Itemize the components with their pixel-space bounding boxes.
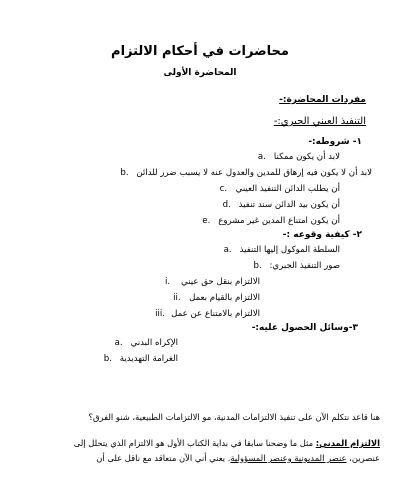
list-item-text: الالتزام بالامتناع عن عمل (171, 309, 260, 319)
how-heading: ٢- كيفية وقوعه :- (282, 230, 362, 240)
list-item-mark: b. (253, 261, 262, 271)
list-item (220, 184, 340, 194)
list-item-mark: b. (120, 168, 129, 178)
list-item-text: الالتزام بنقل حق عيني (181, 277, 260, 287)
list-item-text: صور التنفيذ الجبري: (269, 261, 340, 271)
civil-obligation-line2-post: . يعني أني الآن متعاقد مع ناقل على أن (96, 453, 231, 463)
list-item-mark: e. (202, 216, 211, 226)
list-item-mark: d. (222, 200, 231, 210)
list-item-mark: c. (219, 184, 228, 194)
list-item-text: السلطة الموكول إليها التنفيذ (239, 245, 340, 255)
topic-heading: التنفيذ العيني الجبري:- (273, 116, 366, 127)
list-item-mark: a. (223, 245, 232, 255)
list-item-text: لابد أن لا يكون فيه إرهاق للمدين والعدول عنه لا يسبب ضرر للدائن (136, 168, 372, 178)
list-item (115, 338, 178, 348)
civil-obligation-elements: عنصر المديونية وعنصر المسؤولية (230, 453, 347, 463)
list-item-mark: iii. (155, 309, 166, 319)
list-item (202, 216, 340, 226)
list-item-text: الغرامة التهديدية (119, 354, 178, 364)
list-item-mark: a. (257, 152, 266, 162)
list-item-text: أن يكون امتناع المدين غير مشروع (218, 216, 340, 226)
civil-obligation-line2-pre: عنصرين، (349, 453, 380, 463)
list-item (224, 245, 340, 255)
list-item-mark: b. (103, 354, 112, 364)
list-item-text: الإكراه البدني (130, 338, 178, 348)
list-item (253, 261, 340, 271)
civil-obligation-line1: مثل ما وضحنا سابقا في بداية الكتاب الأول هو الالتزام الذي يتحلل إلى (73, 438, 314, 448)
conditions-heading: ١- شروطه:- (308, 137, 362, 147)
list-item (104, 354, 178, 364)
list-item (120, 168, 372, 178)
sub-list-item (165, 277, 260, 287)
sub-list-item (173, 293, 260, 303)
lecture-number: المحاضرة الأولى (163, 68, 237, 78)
list-item-text: لابد أن يكون ممكنا (273, 152, 340, 162)
list-item-text: أن يكون بيد الدائن سند تنفيذ (238, 200, 340, 210)
list-item (258, 152, 340, 162)
document-title: محاضرات في أحكام الالتزام (111, 44, 289, 59)
means-heading: ٣-وسائل الحصول عليه:- (251, 323, 358, 333)
list-item-mark: a. (114, 338, 123, 348)
list-item-mark: ii. (173, 293, 181, 303)
sub-list-item (155, 309, 260, 319)
section-heading: مفردات المحاضرة:- (279, 95, 366, 105)
list-item-mark: i. (165, 277, 171, 287)
list-item-text: الالتزام بالقيام بعمل (189, 293, 260, 303)
list-item (223, 200, 340, 210)
civil-obligation-label: الالتزام المدني: (315, 438, 380, 448)
list-item-text: أن يطلب الدائن التنفيذ العيني (235, 184, 340, 194)
intro-paragraph: هنا قاعد نتكلم الآن على تنفيذ الالتزامات المدنية، مو الالتزامات الطبيعية، شنو الفرق؟ (88, 412, 380, 422)
civil-obligation-paragraph (20, 436, 380, 466)
